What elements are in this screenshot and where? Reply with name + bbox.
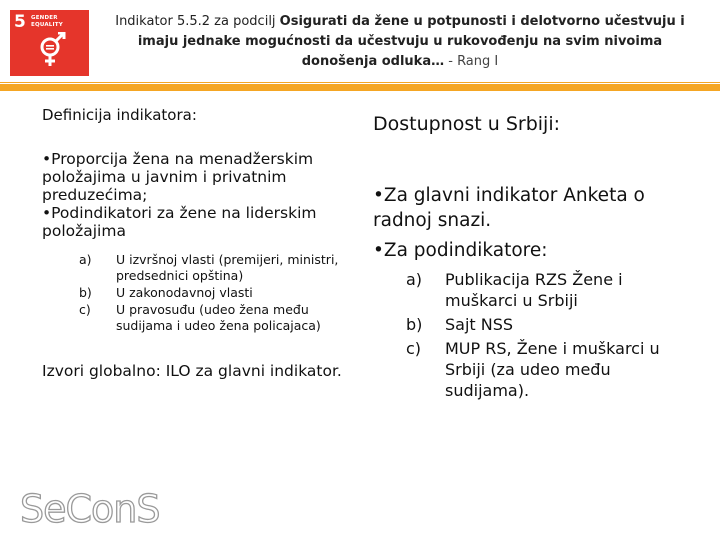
slide-title: Indikator 5.5.2 za podcilj Osigurati da žene u potpunosti i delotvorno učestvuju i imaju jednake mogućnosti da učestvuju u rukovođenju na svim nivoima donošenja odluka… - Rang I (115, 14, 685, 69)
subindicator-list (42, 252, 342, 334)
definition-heading: Definicija indikatora: (42, 106, 197, 124)
list-item: a) U izvršnoj vlasti (premijeri, ministri, predsednici opština) (79, 252, 339, 283)
sdg-5-logo (10, 10, 89, 76)
definition-bullet-1: •Proporcija žena na menadžerskim položajima u javnim i privatnim preduzećima; (42, 150, 314, 204)
availability-bullet-1: •Za glavni indikator Anketa o radnoj snazi. (373, 185, 645, 231)
global-sources: Izvori globalno: ILO za glavni indikator. (42, 362, 342, 380)
availability-bullet-2: •Za podindikatore: (373, 240, 548, 261)
list-item: b) Sajt NSS (406, 315, 514, 334)
availability-column (373, 113, 683, 404)
sdg-label: GENDER EQUALITY (31, 15, 63, 28)
list-item: c) MUP RS, Žene i muškarci u Srbiji (za udeo među sudijama). (406, 339, 660, 400)
definition-column (42, 106, 342, 397)
list-item: a) Publikacija RZS Žene i muškarci u Srbiji (406, 270, 623, 310)
list-item: b) U zakonodavnoj vlasti (79, 285, 253, 300)
sdg-number: 5 (14, 12, 26, 32)
list-item: c) U pravosuđu (udeo žena među sudijama i udeo žena policajaca) (79, 302, 321, 333)
goal-text: Osigurati da žene u potpunosti i delotvorno učestvuju i imaju jednake mogućnosti da učestvuju u rukovođenju na svim nivoima donošenja odluka… (137, 14, 685, 69)
rank-label: - Rang I (444, 54, 499, 69)
secons-logo: SeConS (20, 487, 160, 531)
definition-bullet-2: •Podindikatori za žene na liderskim položajima (42, 204, 317, 240)
gender-equality-icon (37, 32, 67, 70)
availability-heading: Dostupnost u Srbiji: (373, 113, 561, 135)
availability-source-list (373, 269, 683, 401)
